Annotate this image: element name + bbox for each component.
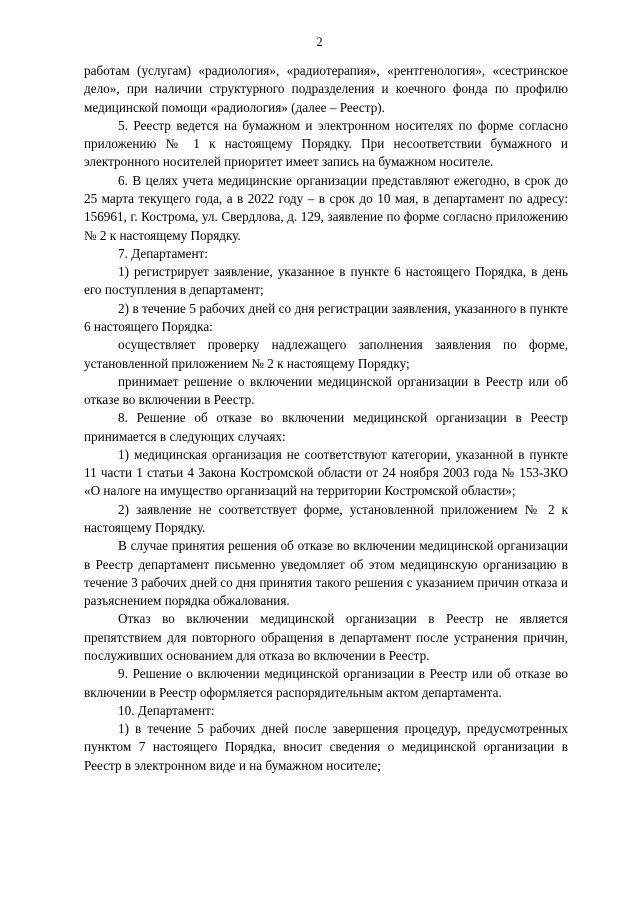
paragraph: 5. Реестр ведется на бумажном и электронном носителях по форме согласно приложению № 1 к настоящему Порядку. При несоответствии бумажного и электронного носителей приоритет имеет запись на бумажном носителе. (84, 117, 568, 170)
paragraph: Отказ во включении медицинской организации в Реестр не является препятствием для повторного обращения в департамент после устранения причин, послуживших основанием для отказа во включении в Реестр. (84, 611, 568, 663)
paragraph: 10. Департамент: (118, 702, 215, 718)
paragraph: 2) заявление не соответствует форме, установленной приложением № 2 к настоящему Порядку. (84, 501, 568, 536)
paragraph: В случае принятия решения об отказе во включении медицинской организации в Реестр департамент письменно уведомляет об этом медицинскую организацию в течение 3 рабочих дней со дня принятия такого решения с указанием причин отказа и разъяснением порядка обжалования. (84, 538, 568, 609)
paragraph: 8. Решение об отказе во включении медицинской организации в Реестр принимается в следующих случаях: (84, 410, 568, 444)
paragraph: 7. Департамент: (118, 245, 208, 261)
document-body (84, 62, 568, 775)
page-number: 2 (316, 35, 323, 49)
paragraph: принимает решение о включении медицинской организации в Реестр или об отказе во включении в Реестр. (84, 373, 568, 408)
paragraph: 1) в течение 5 рабочих дней после завершения процедур, предусмотренных пунктом 7 настоящего Порядка, вносит сведения о медицинской организации в Реестр в электронном виде и на бумажном носителе; (84, 721, 568, 773)
paragraph: 1) медицинская организация не соответствуют категории, указанной в пункте 11 части 1 статьи 4 Закона Костромской области от 24 ноября 2003 года № 153-ЗКО «О налоге на имущество организаций на территории Костромской области»; (84, 446, 568, 499)
paragraph: 9. Решение о включении медицинской организации в Реестр или об отказе во включении в Реестр оформляется распорядительным актом департамента. (84, 666, 568, 700)
paragraph: осуществляет проверку надлежащего заполнения заявления по форме, установленной приложением № 2 к настоящему Порядку; (84, 337, 568, 371)
paragraph: работам (услугам) «радиология», «радиотерапия», «рентгенология», «сестринское дело», при наличии структурного подразделения и коечного фонда по профилю медицинской помощи «радиология» (далее – Реестр). (84, 63, 568, 115)
paragraph: 1) регистрирует заявление, указанное в пункте 6 настоящего Порядка, в день его поступления в департамент; (84, 264, 568, 298)
paragraph: 6. В целях учета медицинские организации представляют ежегодно, в срок до 25 марта текущего года, а в 2022 году – в срок до 10 мая, в департамент по адресу: 156961, г. Кострома, ул. Свердлова, д. 129, заявление по форме согласно приложению № 2 к настоящему Порядку. (84, 172, 568, 243)
paragraph: 2) в течение 5 рабочих дней со дня регистрации заявления, указанного в пункте 6 настоящего Порядка: (84, 300, 568, 334)
